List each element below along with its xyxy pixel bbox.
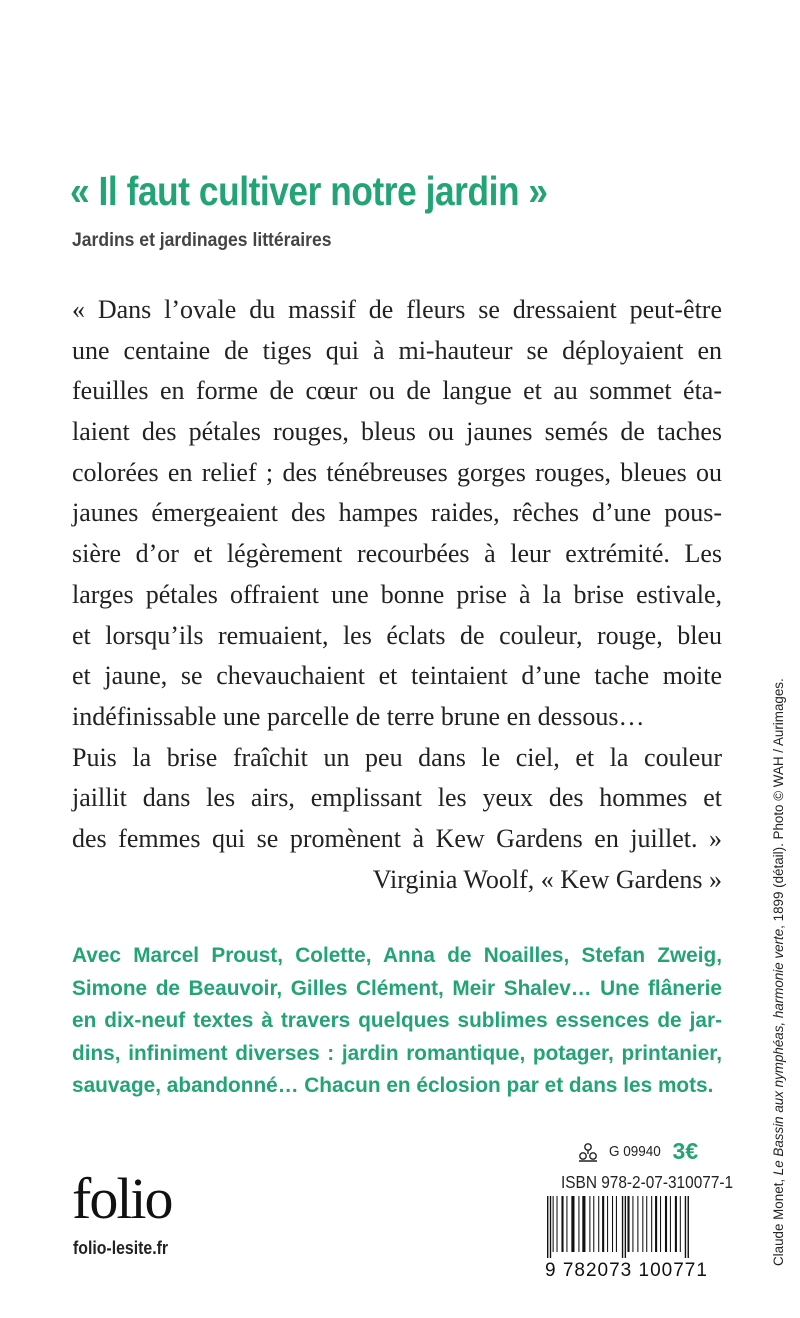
- folio-mark-icon: [577, 1141, 599, 1163]
- book-title: « Il faut cultiver notre jardin »: [70, 168, 548, 214]
- product-code: G 09940: [609, 1143, 661, 1160]
- blurb-line: sauvage, abandonné… Chacun en éclosion par et dans les mots.: [72, 1074, 714, 1097]
- barcode-bar: [561, 1196, 563, 1252]
- barcode-bar: [627, 1196, 629, 1252]
- barcode-bar: [578, 1196, 579, 1252]
- barcode-bar: [571, 1196, 574, 1252]
- price: 3€: [672, 1138, 699, 1164]
- barcode-bar: [625, 1196, 626, 1258]
- publisher-website: folio-lesite.fr: [73, 1238, 169, 1258]
- barcode-bar: [602, 1196, 604, 1252]
- barcode-bar: [553, 1196, 554, 1252]
- blurb-line: Simone de Beauvoir, Gilles Clément, Meir Shalev… Une flânerie: [72, 976, 722, 1000]
- barcode-bar: [675, 1196, 677, 1252]
- credit-prefix: Claude Monet,: [771, 1175, 786, 1266]
- barcode-bar: [680, 1196, 681, 1252]
- barcode-bar: [582, 1196, 585, 1252]
- quote-line: jaillit dans les airs, emplissant les yeux des hommes et: [72, 783, 722, 813]
- barcode-bar: [646, 1196, 647, 1252]
- barcode-bar: [642, 1196, 643, 1252]
- barcode-bar: [622, 1196, 623, 1258]
- barcode-bar: [598, 1196, 599, 1252]
- barcode-bar: [607, 1196, 608, 1252]
- quote-line: colorées en relief ; des ténébreuses gorges rouges, bleues ou: [72, 457, 722, 487]
- quote-line: laient des pétales rouges, bleus ou jaunes semés de taches: [72, 417, 722, 447]
- quote-excerpt: [72, 290, 722, 900]
- blurb-line: Avec Marcel Proust, Colette, Anna de Noailles, Stefan Zweig,: [72, 944, 722, 967]
- barcode-bar: [612, 1196, 613, 1252]
- quote-line: jaunes émergeaient des hampes raides, rêches d’une pous-: [72, 498, 722, 528]
- barcode-bar: [589, 1196, 590, 1252]
- barcode-bar: [547, 1196, 548, 1258]
- quote-line: sière d’or et légèrement recourbées à leur extrémité. Les: [72, 539, 722, 569]
- barcode-bar: [637, 1196, 638, 1252]
- barcode-bar: [685, 1196, 686, 1258]
- barcode-bar: [655, 1196, 657, 1252]
- barcode-bar: [557, 1196, 558, 1252]
- barcode: [545, 1196, 725, 1258]
- book-subtitle: Jardins et jardinages littéraires: [72, 229, 332, 251]
- price-row: [577, 1138, 698, 1165]
- barcode-digits: 9 782073 100771: [545, 1260, 708, 1281]
- blurb-line: en dix-neuf textes à travers quelques sublimes essences de jar-: [72, 1009, 722, 1032]
- barcode-bar: [688, 1196, 689, 1258]
- quote-line: une centaine de tiges qui à mi-hauteur se déployaient en: [72, 335, 722, 365]
- credit-suffix: , 1899 (détail). Photo © WAH / Aurimages.: [771, 678, 786, 929]
- isbn: ISBN 978-2-07-310077-1: [561, 1172, 734, 1192]
- quote-line: Puis la brise fraîchit un peu dans le ciel, et la couleur: [72, 742, 722, 772]
- barcode-bar: [616, 1196, 617, 1252]
- quote-line: indéfinissable une parcelle de terre brune en dessous…: [72, 701, 645, 731]
- barcode-bar: [660, 1196, 661, 1252]
- barcode-bar: [632, 1196, 633, 1252]
- blurb-line: dins, infiniment diverses : jardin romantique, potager, printanier,: [72, 1041, 722, 1065]
- credit-work: Le Bassin aux nymphéas, harmonie verte: [771, 928, 786, 1176]
- barcode-bar: [670, 1196, 671, 1252]
- publisher-logo: folio: [72, 1166, 172, 1231]
- blurb: [72, 940, 722, 1103]
- quote-line: et lorsqu’ils remuaient, les éclats de couleur, rouge, bleu: [72, 620, 722, 650]
- quote-line: « Dans l’ovale du massif de fleurs se dressaient peut-être: [72, 295, 722, 324]
- barcode-bar: [665, 1196, 667, 1252]
- image-credit: [771, 678, 786, 1266]
- quote-attribution: Virginia Woolf, « Kew Gardens »: [372, 864, 722, 894]
- quote-line: larges pétales offraient une bonne prise à la brise estivale,: [72, 579, 722, 609]
- quote-line: et jaune, se chevauchaient et teintaient d’une tache moite: [72, 661, 722, 691]
- barcode-bar: [550, 1196, 551, 1258]
- barcode-bar: [593, 1196, 594, 1252]
- barcode-bar: [566, 1196, 567, 1252]
- quote-line: des femmes qui se promènent à Kew Gardens en juillet. »: [72, 823, 722, 853]
- barcode-bar: [651, 1196, 652, 1252]
- quote-line: feuilles en forme de cœur ou de langue et au sommet éta-: [72, 376, 722, 406]
